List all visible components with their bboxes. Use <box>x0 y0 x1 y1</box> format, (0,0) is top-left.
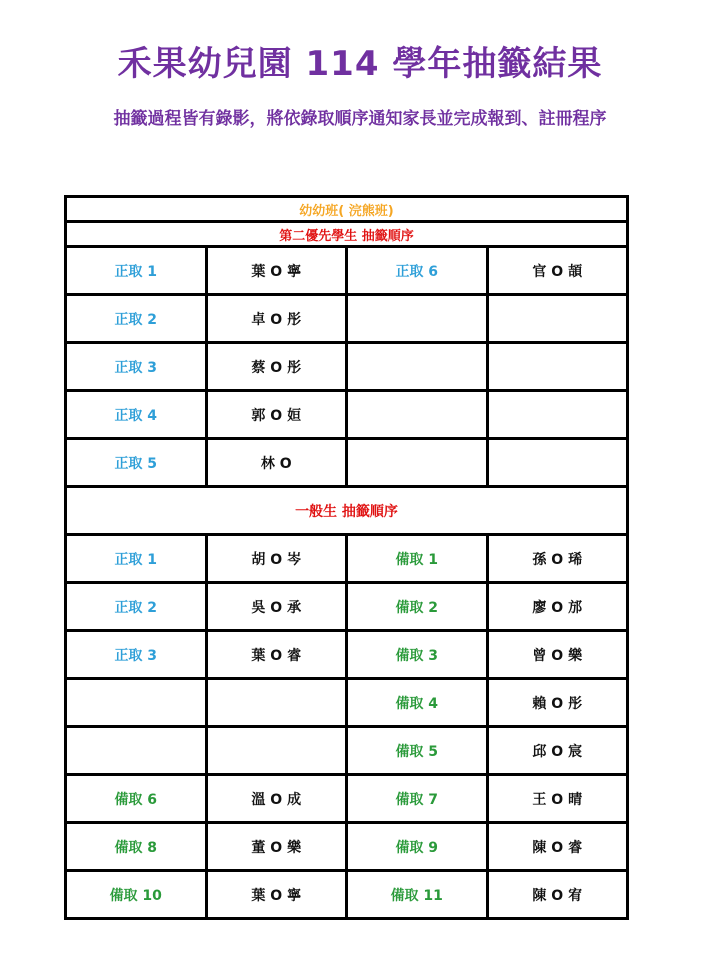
rank-label: 正取 2 <box>66 295 207 343</box>
table-row <box>66 775 628 823</box>
rank-label <box>347 295 488 343</box>
student-name: 蔡 O 彤 <box>206 343 347 391</box>
rank-label <box>347 391 488 439</box>
student-name: 廖 O 邡 <box>487 583 628 631</box>
rank-label: 備取 4 <box>347 679 488 727</box>
rank-label: 備取 5 <box>347 727 488 775</box>
rank-label: 備取 9 <box>347 823 488 871</box>
student-name: 賴 O 彤 <box>487 679 628 727</box>
student-name <box>487 391 628 439</box>
rank-label <box>66 679 207 727</box>
student-name <box>487 343 628 391</box>
student-name: 吳 O 承 <box>206 583 347 631</box>
table-row <box>66 679 628 727</box>
general-heading: 一般生 抽籤順序 <box>66 487 628 535</box>
table-row <box>66 295 628 343</box>
student-name: 孫 O 琋 <box>487 535 628 583</box>
rank-label: 備取 8 <box>66 823 207 871</box>
table-row <box>66 439 628 487</box>
lottery-results-table <box>64 195 629 920</box>
student-name: 林 O <box>206 439 347 487</box>
student-name: 卓 O 彤 <box>206 295 347 343</box>
student-name: 郭 O 姮 <box>206 391 347 439</box>
rank-label: 正取 3 <box>66 631 207 679</box>
priority-heading: 第二優先學生 抽籤順序 <box>66 222 628 247</box>
rank-label: 正取 2 <box>66 583 207 631</box>
student-name: 葉 O 寧 <box>206 247 347 295</box>
student-name: 曾 O 樂 <box>487 631 628 679</box>
table-row <box>66 727 628 775</box>
student-name: 董 O 樂 <box>206 823 347 871</box>
table-row <box>66 391 628 439</box>
rank-label: 備取 2 <box>347 583 488 631</box>
student-name: 官 O 頡 <box>487 247 628 295</box>
rank-label: 正取 5 <box>66 439 207 487</box>
rank-label: 備取 3 <box>347 631 488 679</box>
student-name <box>206 727 347 775</box>
table-row <box>66 583 628 631</box>
student-name <box>487 295 628 343</box>
rank-label: 正取 4 <box>66 391 207 439</box>
student-name: 陳 O 睿 <box>487 823 628 871</box>
student-name: 葉 O 寧 <box>206 871 347 919</box>
student-name <box>487 439 628 487</box>
table-row <box>66 871 628 919</box>
table-row <box>66 535 628 583</box>
page-title: 禾果幼兒園 114 學年抽籤結果 <box>117 44 603 84</box>
page-subtitle: 抽籤過程皆有錄影，將依錄取順序通知家長並完成報到、註冊程序 <box>113 109 607 129</box>
table-row <box>66 343 628 391</box>
class-name-cell: 幼幼班( 浣熊班) <box>66 197 628 222</box>
rank-label: 備取 11 <box>347 871 488 919</box>
table-row <box>66 823 628 871</box>
table-row <box>66 247 628 295</box>
rank-label <box>347 439 488 487</box>
rank-label: 備取 6 <box>66 775 207 823</box>
rank-label: 備取 10 <box>66 871 207 919</box>
rank-label: 正取 1 <box>66 247 207 295</box>
rank-label: 正取 3 <box>66 343 207 391</box>
rank-label: 正取 6 <box>347 247 488 295</box>
rank-label: 正取 1 <box>66 535 207 583</box>
student-name <box>206 679 347 727</box>
student-name: 陳 O 宥 <box>487 871 628 919</box>
student-name: 邱 O 宸 <box>487 727 628 775</box>
table-row <box>66 631 628 679</box>
student-name: 葉 O 睿 <box>206 631 347 679</box>
student-name: 溫 O 成 <box>206 775 347 823</box>
rank-label: 備取 1 <box>347 535 488 583</box>
rank-label: 備取 7 <box>347 775 488 823</box>
student-name: 王 O 晴 <box>487 775 628 823</box>
rank-label <box>66 727 207 775</box>
rank-label <box>347 343 488 391</box>
student-name: 胡 O 岑 <box>206 535 347 583</box>
